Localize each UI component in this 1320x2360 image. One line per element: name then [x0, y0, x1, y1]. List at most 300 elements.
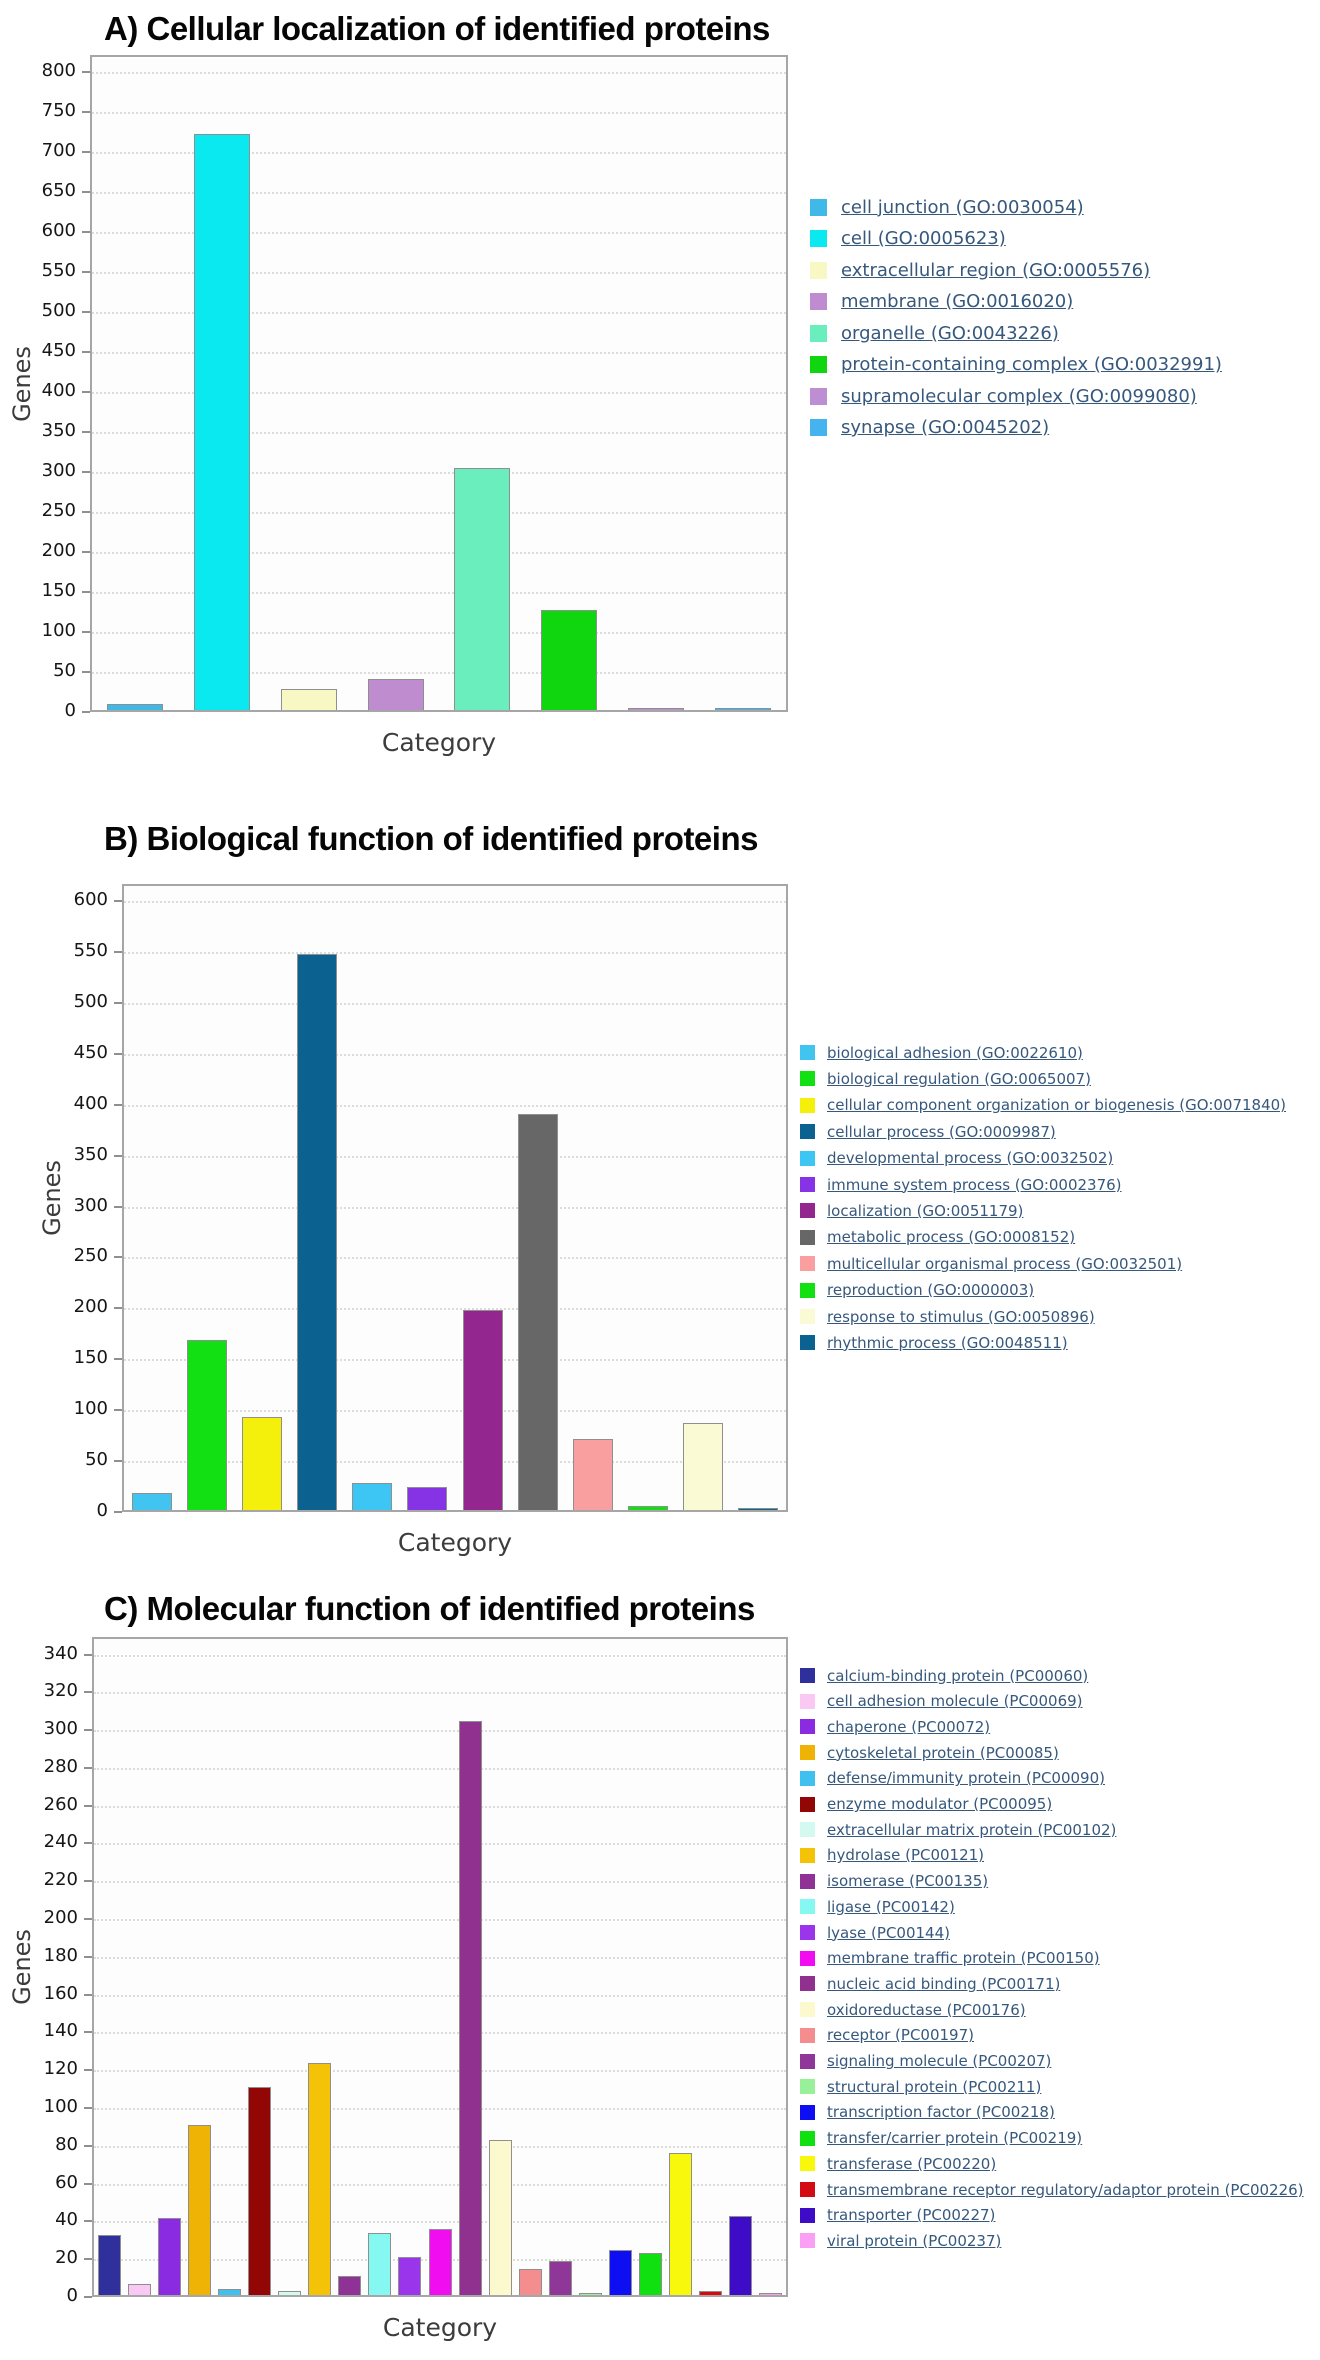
y-tick-mark [82, 631, 90, 633]
legend-item[interactable] [800, 2001, 1026, 2019]
y-tick-label: 200 [73, 1296, 108, 1318]
panel-c-x-axis-label: Category [382, 2313, 498, 2342]
legend-category-link[interactable]: metabolic process (GO:0008152) [827, 1228, 1076, 1247]
bar-localization [463, 1310, 503, 1510]
legend-item[interactable] [800, 1769, 1105, 1787]
gridline [94, 1957, 786, 1959]
bar-extracellular-matrix-protein [278, 2291, 301, 2295]
bar-cytoskeletal-protein [188, 2125, 211, 2295]
legend-category-link[interactable]: structural protein (PC00211) [827, 2077, 1042, 2096]
legend-swatch-icon [800, 1899, 815, 1914]
y-tick-label: 300 [41, 460, 76, 481]
legend-item[interactable] [800, 1281, 1034, 1299]
bar-receptor [519, 2269, 542, 2295]
legend-swatch-icon [810, 388, 827, 405]
legend-category-link[interactable]: reproduction (GO:0000003) [827, 1281, 1035, 1300]
legend-item[interactable] [800, 2181, 1304, 2199]
gridline [94, 2032, 786, 2034]
bar-transcription-factor [609, 2250, 632, 2295]
legend-category-link[interactable]: synapse (GO:0045202) [841, 417, 1050, 438]
legend-swatch-icon [810, 419, 827, 436]
bar-response-to-stimulus [683, 1423, 723, 1510]
gridline [94, 2070, 786, 2072]
bar-oxidoreductase [489, 2140, 512, 2295]
y-tick-mark [114, 1511, 122, 1513]
legend-swatch-icon [800, 2028, 815, 2043]
legend-swatch-icon [810, 293, 827, 310]
legend-item[interactable] [800, 2078, 1041, 2096]
legend-swatch-icon [800, 1822, 815, 1837]
legend-item[interactable] [800, 1202, 1023, 1220]
legend-swatch-icon [800, 2079, 815, 2094]
y-tick-mark [84, 1729, 92, 1731]
legend-swatch-icon [800, 1668, 815, 1683]
legend-category-link[interactable]: ligase (PC00142) [827, 1897, 955, 1916]
legend-swatch-icon [800, 1124, 815, 1139]
bar-isomerase [338, 2276, 361, 2295]
y-tick-label: 550 [41, 260, 76, 281]
legend-item[interactable] [810, 386, 1197, 407]
bar-transferase [669, 2153, 692, 2295]
bar-biological-adhesion [132, 1493, 172, 1510]
legend-swatch-icon [800, 1797, 815, 1812]
legend-swatch-icon [800, 1694, 815, 1709]
y-tick-label: 800 [41, 60, 76, 81]
bar-enzyme-modulator [248, 2087, 271, 2295]
legend-category-link[interactable]: extracellular matrix protein (PC00102) [827, 1820, 1117, 1839]
y-tick-mark [84, 2145, 92, 2147]
y-tick-mark [82, 351, 90, 353]
y-tick-label: 500 [41, 300, 76, 321]
y-tick-mark [82, 431, 90, 433]
legend-category-link[interactable]: rhythmic process (GO:0048511) [827, 1333, 1068, 1352]
legend-category-link[interactable]: hydrolase (PC00121) [827, 1846, 985, 1865]
y-tick-mark [82, 391, 90, 393]
y-tick-label: 500 [73, 990, 108, 1012]
legend-swatch-icon [800, 1151, 815, 1166]
bar-organelle [454, 468, 510, 710]
y-tick-label: 40 [55, 2209, 78, 2231]
legend-category-link[interactable]: multicellular organismal process (GO:0032501) [827, 1254, 1183, 1273]
legend-category-link[interactable]: membrane traffic protein (PC00150) [827, 1949, 1100, 1968]
legend-category-link[interactable]: cellular process (GO:0009987) [827, 1122, 1056, 1141]
y-tick-label: 100 [43, 2096, 78, 2118]
y-tick-label: 700 [41, 140, 76, 161]
y-tick-mark [84, 2296, 92, 2298]
legend-item[interactable] [810, 354, 1222, 375]
y-tick-mark [114, 1358, 122, 1360]
y-tick-label: 100 [41, 620, 76, 641]
panel-c-title: C) Molecular function of identified proteins [104, 1590, 755, 1627]
legend-swatch-icon [800, 2002, 815, 2017]
bar-cell [194, 134, 250, 710]
y-tick-label: 200 [41, 540, 76, 561]
y-tick-mark [114, 1053, 122, 1055]
gridline [92, 72, 786, 74]
legend-category-link[interactable]: isomerase (PC00135) [827, 1872, 989, 1891]
legend-swatch-icon [800, 1230, 815, 1245]
y-tick-label: 240 [43, 1831, 78, 1853]
bar-biological-regulation [187, 1340, 227, 1510]
legend-swatch-icon [810, 325, 827, 342]
legend-item[interactable] [810, 228, 1006, 249]
bar-hydrolase [308, 2063, 331, 2295]
gridline [94, 1919, 786, 1921]
y-tick-label: 450 [41, 340, 76, 361]
legend-swatch-icon [800, 1976, 815, 1991]
legend-item[interactable] [800, 1718, 990, 1736]
y-tick-label: 280 [43, 1755, 78, 1777]
panel-b-y-axis-label: Genes [38, 1160, 66, 1236]
y-tick-mark [114, 1104, 122, 1106]
gridline [124, 952, 786, 954]
legend-swatch-icon [800, 1309, 815, 1324]
y-tick-label: 400 [73, 1092, 108, 1114]
legend-category-link[interactable]: response to stimulus (GO:0050896) [827, 1307, 1095, 1326]
bar-multicellular-organismal-process [573, 1439, 613, 1510]
legend-category-link[interactable]: immune system process (GO:0002376) [827, 1175, 1122, 1194]
y-tick-label: 550 [73, 939, 108, 961]
legend-swatch-icon [800, 1719, 815, 1734]
gridline [124, 1207, 786, 1209]
panel-a-x-axis-label: Category [381, 728, 497, 757]
legend-swatch-icon [810, 199, 827, 216]
y-tick-mark [82, 551, 90, 553]
bar-protein-containing-complex [541, 610, 597, 710]
legend-swatch-icon [800, 2105, 815, 2120]
y-tick-label: 260 [43, 1793, 78, 1815]
legend-swatch-icon [800, 1745, 815, 1760]
legend-category-link[interactable]: cytoskeletal protein (PC00085) [827, 1743, 1059, 1762]
y-tick-mark [82, 711, 90, 713]
legend-item[interactable] [800, 1692, 1083, 1710]
y-tick-label: 0 [64, 700, 76, 721]
gridline [124, 1105, 786, 1107]
legend-item[interactable] [800, 1795, 1052, 1813]
legend-category-link[interactable]: developmental process (GO:0032502) [827, 1149, 1114, 1168]
y-tick-mark [82, 471, 90, 473]
legend-swatch-icon [810, 356, 827, 373]
legend-category-link[interactable]: cellular component organization or biogenesis (GO:0071840) [827, 1096, 1287, 1115]
y-tick-mark [84, 2069, 92, 2071]
legend-category-link[interactable]: calcium-binding protein (PC00060) [827, 1666, 1089, 1685]
panel-c-plot-area [92, 1637, 788, 2297]
y-tick-label: 750 [41, 100, 76, 121]
legend-category-link[interactable]: organelle (GO:0043226) [841, 322, 1059, 344]
y-tick-mark [82, 591, 90, 593]
y-tick-label: 400 [41, 380, 76, 401]
bar-nucleic-acid-binding [459, 1721, 482, 2295]
legend-item[interactable] [800, 1846, 984, 1864]
y-tick-label: 300 [43, 1718, 78, 1740]
legend-item[interactable] [800, 1975, 1060, 1993]
legend-item[interactable] [800, 1255, 1182, 1273]
y-tick-mark [82, 191, 90, 193]
legend-category-link[interactable]: supramolecular complex (GO:0099080) [841, 385, 1197, 407]
y-tick-mark [84, 1654, 92, 1656]
legend-swatch-icon [800, 2208, 815, 2223]
legend-item[interactable] [800, 2129, 1082, 2147]
bar-transporter [729, 2216, 752, 2295]
legend-swatch-icon [800, 2131, 815, 2146]
y-tick-label: 180 [43, 1944, 78, 1966]
gridline [124, 1003, 786, 1005]
y-tick-mark [82, 511, 90, 513]
bar-immune-system-process [407, 1487, 447, 1510]
legend-item[interactable] [800, 1096, 1286, 1114]
y-tick-mark [84, 1994, 92, 1996]
bar-metabolic-process [518, 1114, 558, 1510]
y-tick-mark [84, 1691, 92, 1693]
legend-item[interactable] [800, 2155, 996, 2173]
legend-item[interactable] [800, 1334, 1068, 1352]
legend-category-link[interactable]: chaperone (PC00072) [827, 1717, 991, 1736]
bar-rhythmic-process [738, 1508, 778, 1510]
legend-item[interactable] [800, 1123, 1056, 1141]
bar-chaperone [158, 2218, 181, 2295]
legend-category-link[interactable]: transporter (PC00227) [827, 2206, 996, 2225]
y-tick-mark [114, 1155, 122, 1157]
legend-category-link[interactable]: biological adhesion (GO:0022610) [827, 1043, 1083, 1062]
gridline [94, 1692, 786, 1694]
y-tick-label: 100 [73, 1398, 108, 1420]
y-tick-mark [84, 2220, 92, 2222]
bar-transfer-carrier-protein [639, 2253, 662, 2295]
legend-swatch-icon [800, 1848, 815, 1863]
legend-category-link[interactable]: protein-containing complex (GO:0032991) [841, 354, 1222, 375]
gridline [94, 1655, 786, 1657]
legend-item[interactable] [810, 260, 1150, 281]
bar-supramolecular-complex [628, 708, 684, 710]
y-tick-mark [82, 231, 90, 233]
legend-swatch-icon [800, 1874, 815, 1889]
bar-structural-protein [579, 2293, 602, 2295]
legend-item[interactable] [800, 2206, 995, 2224]
legend-category-link[interactable]: signaling molecule (PC00207) [827, 2052, 1052, 2070]
y-tick-mark [82, 271, 90, 273]
legend-swatch-icon [810, 230, 827, 247]
legend-swatch-icon [800, 1335, 815, 1350]
gridline [92, 112, 786, 114]
legend-category-link[interactable]: cell adhesion molecule (PC00069) [827, 1692, 1083, 1711]
legend-item[interactable] [800, 2026, 974, 2044]
bar-cellular-process [297, 954, 337, 1510]
legend-swatch-icon [800, 2054, 815, 2069]
legend-item[interactable] [800, 1149, 1113, 1167]
legend-item[interactable] [800, 1872, 988, 1890]
legend-category-link[interactable]: localization (GO:0051179) [827, 1201, 1024, 1220]
y-tick-mark [114, 951, 122, 953]
legend-swatch-icon [800, 1098, 815, 1113]
bar-membrane-traffic-protein [429, 2229, 452, 2295]
y-tick-label: 50 [53, 660, 76, 681]
legend-category-link[interactable]: cell junction (GO:0030054) [841, 196, 1084, 218]
legend-category-link[interactable]: transmembrane receptor regulatory/adaptor protein (PC00226) [827, 2180, 1304, 2199]
y-tick-label: 0 [66, 2285, 78, 2306]
panel-a-plot-area [90, 55, 788, 712]
panel-c-y-axis-label: Genes [8, 1929, 36, 2005]
legend-item[interactable] [800, 2103, 1055, 2121]
legend-swatch-icon [800, 1925, 815, 1940]
legend-category-link[interactable]: membrane (GO:0016020) [841, 291, 1074, 312]
gridline [94, 1843, 786, 1845]
panel-a-y-axis-label: Genes [8, 345, 36, 422]
y-tick-label: 600 [73, 889, 108, 910]
gridline [124, 1257, 786, 1259]
y-tick-label: 160 [43, 1982, 78, 2004]
bar-cell-junction [107, 704, 163, 710]
bar-cell-adhesion-molecule [128, 2284, 151, 2295]
y-tick-label: 300 [73, 1194, 108, 1216]
legend-swatch-icon [800, 1045, 815, 1060]
panel-b-title: B) Biological function of identified proteins [104, 820, 758, 857]
bar-signaling-molecule [549, 2261, 572, 2295]
legend-item[interactable] [800, 1949, 1100, 1967]
gridline [94, 1768, 786, 1770]
legend-swatch-icon [800, 2233, 815, 2248]
legend-item[interactable] [810, 291, 1073, 312]
legend-swatch-icon [800, 1203, 815, 1218]
legend-category-link[interactable]: nucleic acid binding (PC00171) [827, 1974, 1061, 1993]
gridline [94, 1806, 786, 1808]
legend-category-link[interactable]: transferase (PC00220) [827, 2154, 997, 2173]
y-tick-label: 200 [43, 1907, 78, 1929]
y-tick-mark [114, 1206, 122, 1208]
y-tick-label: 350 [41, 420, 76, 441]
legend-category-link[interactable]: biological regulation (GO:0065007) [827, 1069, 1091, 1088]
legend-category-link[interactable]: lyase (PC00144) [827, 1923, 950, 1942]
legend-item[interactable] [800, 1898, 955, 1916]
legend-item[interactable] [800, 1176, 1122, 1194]
legend-swatch-icon [810, 262, 827, 279]
legend-item[interactable] [800, 1924, 950, 1942]
bar-defense-immunity-protein [218, 2289, 241, 2295]
y-tick-mark [114, 1307, 122, 1309]
legend-swatch-icon [800, 2156, 815, 2171]
bar-viral-protein [759, 2293, 782, 2295]
legend-swatch-icon [800, 1177, 815, 1192]
y-tick-mark [82, 671, 90, 673]
y-tick-label: 320 [43, 1680, 78, 1702]
panel-b-x-axis-label: Category [397, 1528, 513, 1557]
y-tick-mark [114, 1256, 122, 1258]
bar-synapse [715, 708, 771, 710]
legend-swatch-icon [800, 1256, 815, 1271]
y-tick-mark [84, 2258, 92, 2260]
legend-swatch-icon [800, 1071, 815, 1086]
gridline [124, 1308, 786, 1310]
y-tick-mark [84, 2031, 92, 2033]
y-tick-mark [84, 1842, 92, 1844]
y-tick-label: 80 [55, 2133, 78, 2155]
legend-swatch-icon [800, 1771, 815, 1786]
legend-item[interactable] [800, 1667, 1088, 1685]
legend-swatch-icon [800, 1951, 815, 1966]
legend-item[interactable] [800, 2232, 1001, 2250]
legend-item[interactable] [800, 1821, 1116, 1839]
gridline [124, 1054, 786, 1056]
y-tick-mark [114, 1002, 122, 1004]
legend-item[interactable] [810, 323, 1059, 344]
legend-item[interactable] [810, 197, 1084, 218]
legend-item[interactable] [800, 1228, 1075, 1246]
gridline [124, 901, 786, 903]
y-tick-mark [84, 2183, 92, 2185]
bar-membrane [368, 679, 424, 710]
gridline [124, 1156, 786, 1158]
legend-item[interactable] [800, 1308, 1095, 1326]
y-tick-mark [84, 1767, 92, 1769]
legend-category-link[interactable]: enzyme modulator (PC00095) [827, 1795, 1053, 1813]
y-tick-mark [114, 900, 122, 902]
bar-extracellular-region [281, 689, 337, 710]
y-tick-mark [114, 1409, 122, 1411]
y-tick-label: 450 [73, 1041, 108, 1063]
y-tick-mark [84, 2107, 92, 2109]
y-tick-label: 250 [41, 500, 76, 521]
legend-category-link[interactable]: transcription factor (PC00218) [827, 2103, 1055, 2122]
y-tick-label: 60 [55, 2171, 78, 2193]
y-tick-mark [82, 71, 90, 73]
legend-item[interactable] [810, 417, 1049, 438]
y-tick-label: 0 [96, 1500, 108, 1521]
y-tick-label: 340 [43, 1642, 78, 1664]
panel-b-plot-area [122, 884, 788, 1512]
bar-developmental-process [352, 1483, 392, 1510]
bar-reproduction [628, 1506, 668, 1510]
bar-calcium-binding-protein [98, 2235, 121, 2295]
bar-transmembrane-receptor-regulatory-adaptor-protein [699, 2291, 722, 2295]
y-tick-label: 140 [43, 2020, 78, 2042]
y-tick-label: 150 [73, 1347, 108, 1369]
legend-category-link[interactable]: cell (GO:0005623) [841, 228, 1006, 249]
y-tick-label: 120 [43, 2058, 78, 2080]
legend-category-link[interactable]: oxidoreductase (PC00176) [827, 2000, 1026, 2019]
gridline [94, 2108, 786, 2110]
gridline [94, 1995, 786, 1997]
y-tick-label: 20 [55, 2247, 78, 2269]
legend-category-link[interactable]: viral protein (PC00237) [827, 2231, 1002, 2250]
gridline [94, 1881, 786, 1883]
legend-category-link[interactable]: receptor (PC00197) [827, 2026, 974, 2045]
y-tick-label: 600 [41, 220, 76, 241]
legend-category-link[interactable]: defense/immunity protein (PC00090) [827, 1769, 1105, 1788]
y-tick-label: 250 [73, 1245, 108, 1267]
legend-item[interactable] [800, 1044, 1083, 1062]
legend-swatch-icon [800, 2182, 815, 2197]
bar-ligase [368, 2233, 391, 2295]
y-tick-label: 350 [73, 1143, 108, 1165]
bar-cellular-component-organization-or-biogenesis [242, 1417, 282, 1510]
y-tick-label: 650 [41, 180, 76, 201]
y-tick-label: 220 [43, 1869, 78, 1891]
legend-category-link[interactable]: extracellular region (GO:0005576) [841, 259, 1151, 281]
y-tick-mark [84, 1918, 92, 1920]
legend-item[interactable] [800, 1070, 1091, 1088]
legend-category-link[interactable]: transfer/carrier protein (PC00219) [827, 2129, 1083, 2148]
legend-item[interactable] [800, 1744, 1059, 1762]
y-tick-mark [84, 1880, 92, 1882]
y-tick-mark [82, 151, 90, 153]
y-tick-mark [84, 1805, 92, 1807]
legend-swatch-icon [800, 1283, 815, 1298]
y-tick-label: 50 [85, 1449, 108, 1471]
y-tick-mark [82, 111, 90, 113]
legend-item[interactable] [800, 2052, 1051, 2070]
y-tick-mark [114, 1460, 122, 1462]
bar-lyase [398, 2257, 421, 2295]
y-tick-mark [84, 1956, 92, 1958]
